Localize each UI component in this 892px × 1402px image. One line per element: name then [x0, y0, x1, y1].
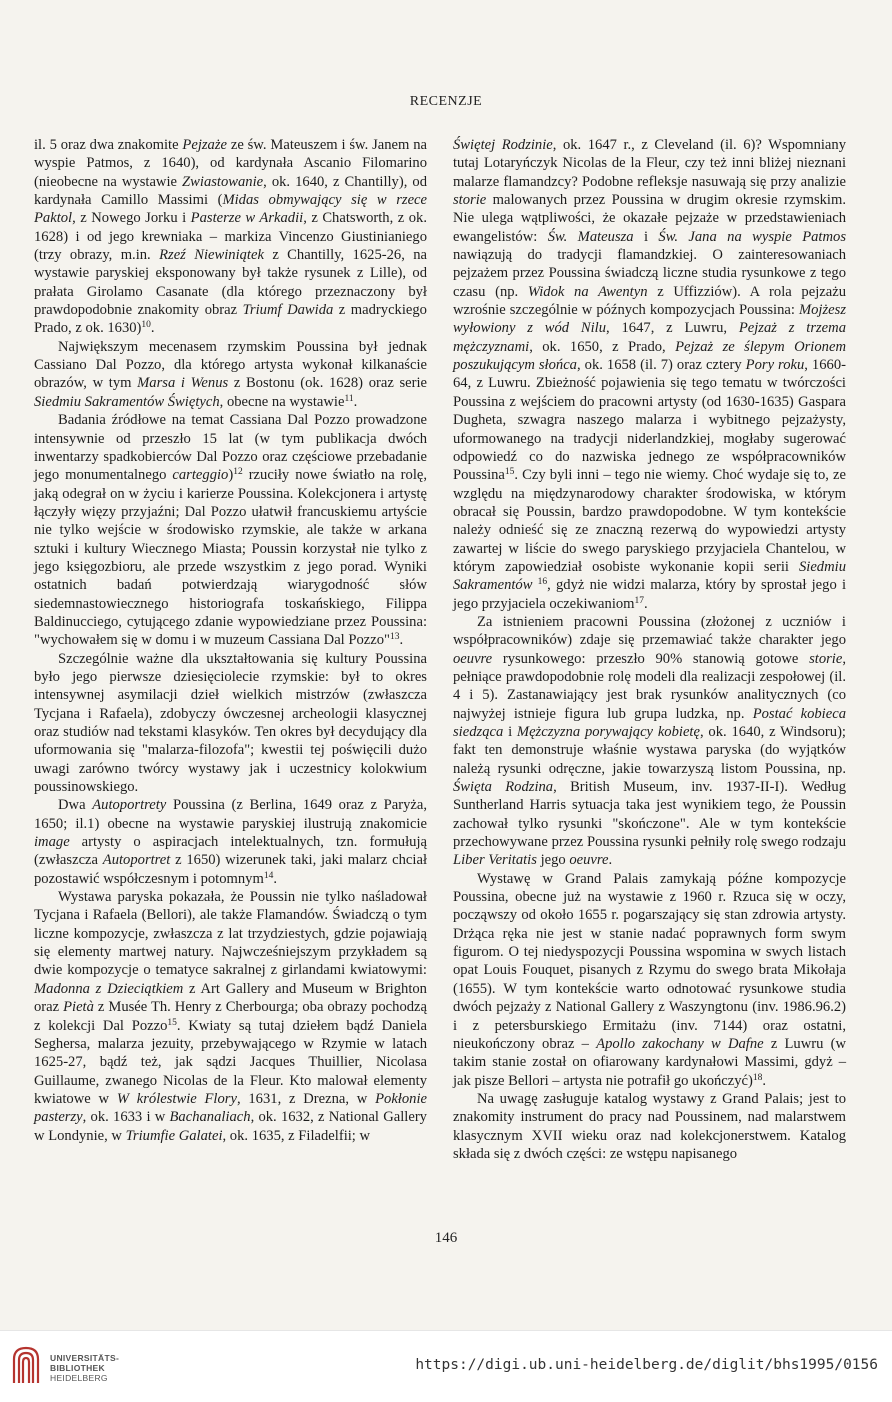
library-name-line: BIBLIOTHEK — [50, 1363, 105, 1373]
library-name-line: UNIVERSITÄTS- — [50, 1353, 120, 1363]
page-number: 146 — [434, 1230, 458, 1246]
paragraph: Za istnieniem pracowni Poussina (złożonej z uczniów i współpracowników) zdaje się przemawiać także charakter jego oeuvre rysunkowego: przeszło 90% stanowią gotowe storie, pełniące prawdopodobnie rolę modeli dla realizacji zespołowej (il. 4 i 5). Zastanawiający jest brak rysunków analitycznych (co najwyżej istnieje figura lub grupa ludzka, np. Postać kobieca siedząca i Mężczyzna porywający kobietę, ok. 1640, z Windsoru); fakt ten demonstruje właśnie wystawa paryska (do wyjątków należą rysunki odręczne, jakie towarzyszą listom Poussina, np. Święta Rodzina, British Museum, inv. 1937-II-I). Według Suntherland Harris sytuacja taka jest wynikiem tego, że Poussin zachował tylko rysunki "skończone". Ale w tym kontekście przechowywane przez Poussina rysunki pełniły rolę swego rodzaju Liber Veritatis jego oeuvre. — [453, 613, 846, 869]
library-name — [50, 1353, 119, 1383]
running-header: RECENZJE — [409, 94, 483, 109]
paragraph: Świętej Rodzinie, ok. 1647 r., z Cleveland (il. 6)? Wspomniany tutaj Lotaryńczyk Nicolas de la Fleur, czy też inni bliżej nieznani malarze flamandzcy? Podobne refleksje nasuwają się przy analizie storie malowanych przez Poussina w drugim okresie rzymskim. Nie ulega wątpliwości, że okazałe pejzaże w przedstawieniach ewangelistów: Św. Mateusza i Św. Jana na wyspie Patmos nawiązują do tradycji flamandzkiej. O zainteresowaniach pejzażem przez Poussina świadczą liczne studia rysunkowe z tego czasu (np. Widok na Awentyn z Uffizziów). A rola pejzażu wzrośnie szczególnie w późnych kompozycjach Poussina: Mojżesz wyłowiony z wód Nilu, 1647, z Luwru, Pejzaż z trzema mężczyznami, ok. 1650, z Prado, Pejzaż ze ślepym Orionem poszukującym słońca, ok. 1658 (il. 7) oraz cztery Pory roku, 1660-64, z Luwru. Zbieżność pojawienia się tego tematu w twórczości Poussina z wejściem do pracowni artysty (od 1630-1635) Gaspara Dugheta, szwagra naszego malarza i wybitnego pejzażysty, uformowanego na tradycji niderlandzkiej, mogłaby sugerować odpowiedź co do nazwiska jednego ze współpracowników Poussina$^{15}$. Czy byli inni – tego nie wiemy. Choć wydaje się to, ze względu na międzynarodowy charakter środowiska, w którym obracał się Poussin, bardzo prawdopodobne. W tym kontekście należy odnieść się ze znaczną rezerwą do wypowiedzi artysty zawartej w liście do swego paryskiego przyjaciela Chantelou, w którym zapowiedział osobiste wykonanie kopii serii Siedmiu Sakramentów $^{16}$, gdyż nie widzi malarza, który by sprostał jego i jego przyjaciela oczekiwaniom$^{17}$. — [453, 137, 846, 612]
paragraph: Wystawa paryska pokazała, że Poussin nie tylko naśladował Tycjana i Rafaela (Bellori), ale także Flamandów. Świadczą o tym liczne kompozycje, zwłaszcza z lat trzydziestych, gdzie pojawiają się elementy martwej natury. Najwcześniejszym przykładem są dwie kompozycje o tematyce sakralnej z girlandami kwiatowymi: Madonna z Dzieciątkiem z Art Gallery and Museum w Brighton oraz Pietà z Musée Th. Henry z Cherbourga; oba obrazy pochodzą z kolekcji Dal Pozzo$^{15}$. Kwiaty są tutaj dziełem bądź Daniela Seghersa, malarza jezuity, przebywającego w Rzymie w latach 1625-27, bądź też, jak sądzi Jacques Thuillier, Nicolasa Guillaume, zwanego Nicolas de la Fleur. Kto malował elementy kwiatowe w W królestwie Flory, 1631, z Drezna, w Pokłonie pasterzy, ok. 1633 i w Bachanaliach, ok. 1632, z National Gallery w Londynie, w Triumfie Galatei, ok. 1635, z Filadelfii; w — [34, 889, 427, 1144]
paragraph: Dwa Autoportrety Poussina (z Berlina, 1649 oraz z Paryża, 1650; il.1) obecne na wystawie paryskiej ilustrują znakomicie image artysty o aspiracjach intelektualnych, tzn. formułują (zwłaszcza Autoportret z 1650) wizerunek taki, jaki malarz chciał pozostawić współczesnym i potomnym$^{14}$. — [34, 797, 427, 887]
paragraph: Badania źródłowe na temat Cassiana Dal Pozzo prowadzone intensywnie od przeszło 15 lat (w tym publikacja dwóch inwentarzy spadkobierców Dal Pozzo oraz częściowe przebadanie jego monumentalnego carteggio)$^{12}$ rzuciły nowe światło na rolę, jaką odegrał on w życiu i karierze Poussina. Kolekcjonera i artystę łączyły więzy przyjaźni; Dal Pozzo ułatwił francuskiemu artyście nie tylko wejście w środowisko rzymskie, ale także w arkana sztuki i kultury Wiecznego Miasta; Poussin korzystał nie tylko z jego księgozbioru, ale przede wszystkim z jego porad. Wyniki ostatnich badań potwierdzają wiarygodność słów siedemnastowiecznego historiografa toskańskiego, Filippa Baldinucciego, cytującego zdanie wypowiedziane przez Poussina: "wychowałem się w domu i w muzeum Cassiana Dal Pozzo"$^{13}$. — [34, 412, 427, 649]
left-column — [34, 136, 427, 1145]
library-name-line: HEIDELBERG — [50, 1373, 108, 1383]
paragraph: il. 5 oraz dwa znakomite Pejzaże ze św. Mateuszem i św. Janem na wyspie Patmos, z 1640), od kardynała Ascanio Filomarino (nieobecne na wystawie Zwiastowanie, ok. 1640, z Chantilly), od kardynała Camillo Massimi (Midas obmywający się w rzece Paktol, z Nowego Jorku i Pasterze w Arkadii, z Chatsworth, z ok. 1628) i od jego krewniaka – markiza Vincenzo Giustinianiego (trzy obrazy, m.in. Rzeź Niewiniątek z Chantilly, 1625-26, na wystawie paryskiej eksponowany był także rysunek z Lille), od prałata Girolamo Casanate (dla którego przeznaczony był prawdopodobnie znakomity obraz Triumf Dawida z madryckiego Prado, z ok. 1630)$^{10}$. — [34, 137, 427, 337]
footer-bar — [0, 1330, 892, 1402]
source-url[interactable]: https://digi.ub.uni-heidelberg.de/diglit/bhs1995/0156 — [415, 1357, 878, 1373]
paragraph: Wystawę w Grand Palais zamykają późne kompozycje Poussina, obecne już na wystawie z 1960 r. Rzuca się w oczy, począwszy od około 1655 r. pogarszający się stan zdrowia artysty. Drżąca ręka nie jest w stanie nadać poprawnych form swym figurom. O tej niedyspozycji Poussina wspomina w swych listach opat Louis Fouquet, pisanych z Rzymu do swego brata Mikołaja (1655). W tym kontekście warto odnotować rysunkowe studia dwóch pejzaży z National Gallery z Waszyngtonu (inv. 1986.96.2) i z petersburskiego Ermitażu (inv. 7144) oraz ostatni, nieukończony obraz – Apollo zakochany w Dafne z Luwru (w takim stanie został on ofiarowany kardynałowi Massimi, gdyż – jak pisze Bellori – artysta nie potrafił go ukończyć)$^{18}$. — [453, 870, 847, 1089]
paragraph: Największym mecenasem rzymskim Poussina był jednak Cassiano Dal Pozzo, dla którego artysta wykonał kilkanaście obrazów, w tym Marsa i Wenus z Bostonu (ok. 1628) oraz serie Siedmiu Sakramentów Świętych, obecne na wystawie$^{11}$. — [34, 338, 427, 410]
paragraph: Szczególnie ważne dla ukształtowania się kultury Poussina było jego pierwsze dziesięciolecie rzymskie: był to okres intensywnej asymilacji dzieł wielkich mistrzów (zwłaszcza Tycjana i Rafaela), zdobyczy ówczesnej archeologii klasycznej oraz studiów nad tekstami klasyków. Ten okres był decydujący dla uformowania się "malarza-filozofa"; kwestii tej poświęcili dużo uwagi zarówno twórcy wystawy jak i uczestnicy kolokwium poussinowskiego. — [34, 650, 427, 796]
university-seal-icon — [10, 1345, 42, 1385]
right-column — [453, 136, 846, 1163]
paragraph: Na uwagę zasługuje katalog wystawy z Grand Palais; jest to znakomity instrument do pracy nad Poussinem, nad malarstwem klasycznym XVII wieku oraz nad kolekcjonerstwem. Katalog składa się z dwóch części: ze wstępu napisanego — [453, 1090, 846, 1162]
